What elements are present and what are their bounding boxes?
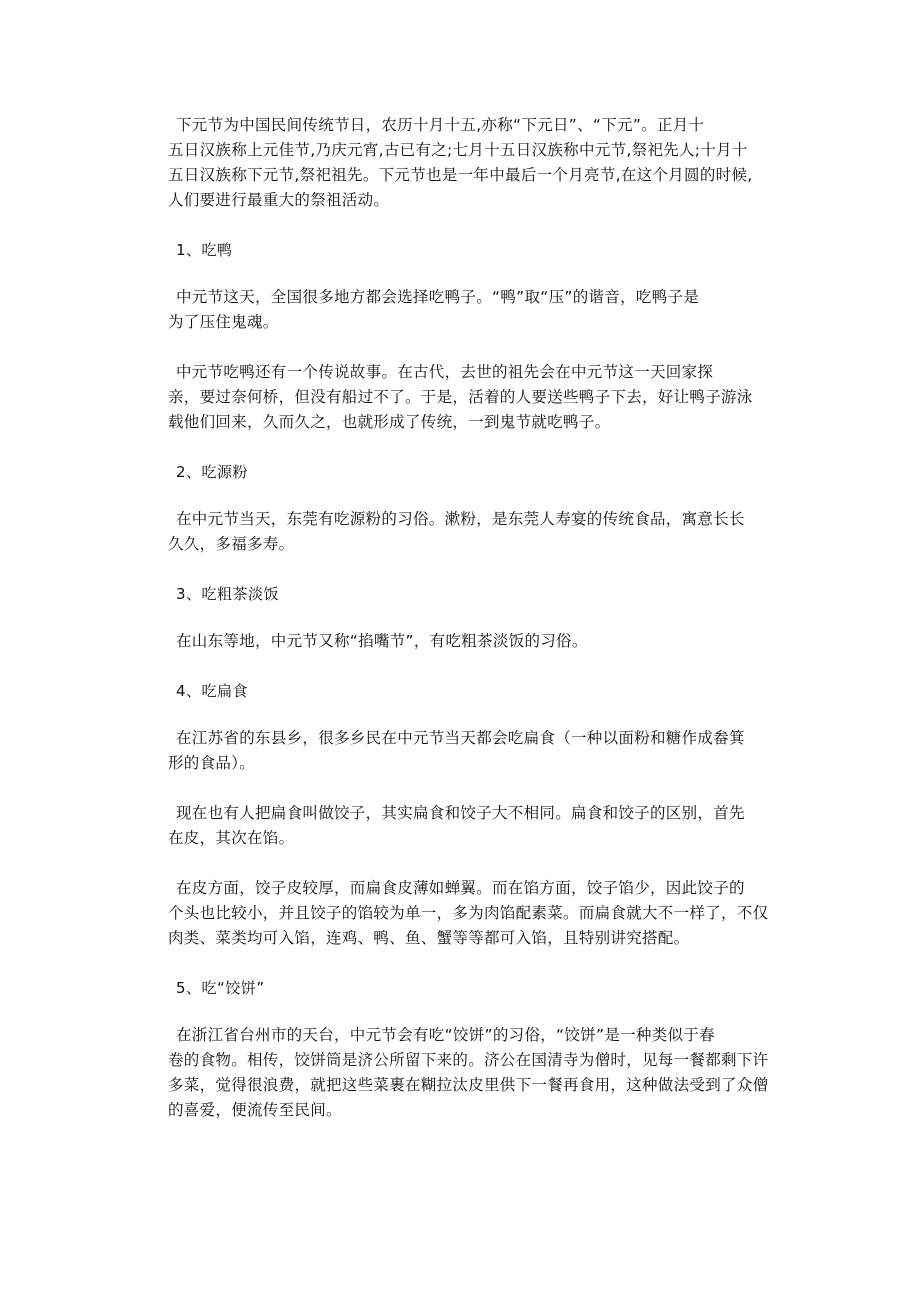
section-heading-1: 1、吃鸭 [176, 241, 233, 259]
intro-line-2: 五日汉族称上元佳节,乃庆元宵,古已有之;七月十五日汉族称中元节,祭祀先人;十月十 [168, 141, 748, 159]
paragraph-line: 肉类、菜类均可入馅，连鸡、鸭、鱼、蟹等等都可入馅，且特别讲究搭配。 [168, 929, 690, 947]
paragraph-line: 的喜爱，便流传至民间。 [168, 1101, 342, 1119]
paragraph-line: 卷的食物。相传，饺饼筒是济公所留下来的。济公在国清寺为僧时，见每一餐都剩下许 [168, 1051, 769, 1069]
section-4-paragraph-1 [168, 726, 784, 776]
section-1-paragraph-1 [168, 285, 784, 335]
section-3-paragraph-1 [168, 629, 784, 654]
paragraph-line: 个头也比较小，并且饺子的馅较为单一，多为肉馅配素菜。而扁食就大不一样了，不仅 [168, 904, 769, 922]
section-heading-5: 5、吃“饺饼” [176, 979, 265, 997]
paragraph-line: 多菜，觉得很浪费，就把这些菜裹在糊拉汰皮里供下一餐再食用，这种做法受到了众僧 [168, 1076, 769, 1094]
section-heading-4: 4、吃扁食 [176, 682, 249, 700]
section-heading-3: 3、吃粗茶淡饭 [176, 585, 280, 603]
section-heading-2: 2、吃源粉 [176, 463, 249, 481]
paragraph-line: 现在也有人把扁食叫做饺子，其实扁食和饺子大不相同。扁食和饺子的区别，首先 [176, 804, 745, 822]
paragraph-line: 中元节这天，全国很多地方都会选择吃鸭子。“鸭”取“压”的谐音，吃鸭子是 [176, 288, 700, 306]
paragraph-line: 在江苏省的东县乡，很多乡民在中元节当天都会吃扁食（一种以面粉和糖作成畚箕 [176, 729, 745, 747]
paragraph-line: 久久，多福多寿。 [168, 535, 295, 553]
section-2-paragraph-1 [168, 507, 784, 557]
intro-paragraph [168, 113, 784, 213]
paragraph-line: 在山东等地，中元节又称“掐嘴节”，有吃粗茶淡饭的习俗。 [176, 632, 588, 650]
paragraph-line: 在皮方面，饺子皮较厚，而扁食皮薄如蝉翼。而在馅方面，饺子馅少，因此饺子的 [176, 879, 745, 897]
section-1-paragraph-2 [168, 360, 784, 435]
section-4-paragraph-3 [168, 876, 784, 951]
paragraph-line: 在浙江省台州市的天台，中元节会有吃“饺饼”的习俗，“饺饼”是一种类似于春 [176, 1026, 715, 1044]
paragraph-line: 为了压住鬼魂。 [168, 313, 279, 331]
paragraph-line: 亲，要过奈何桥，但没有船过不了。于是，活着的人要送些鸭子下去，好让鸭子游泳 [168, 388, 753, 406]
section-4-paragraph-2 [168, 801, 784, 851]
paragraph-line: 载他们回来，久而久之，也就形成了传统，一到鬼节就吃鸭子。 [168, 413, 611, 431]
paragraph-line: 在中元节当天，东莞有吃源粉的习俗。漱粉，是东莞人寿宴的传统食品，寓意长长 [176, 510, 745, 528]
paragraph-line: 中元节吃鸭还有一个传说故事。在古代，去世的祖先会在中元节这一天回家探 [176, 363, 714, 381]
intro-line-3: 五日汉族称下元节,祭祀祖先。下元节也是一年中最后一个月亮节,在这个月圆的时候, [168, 166, 753, 184]
paragraph-line: 在皮，其次在馅。 [168, 829, 295, 847]
document-body [168, 113, 784, 1123]
intro-line-4: 人们要进行最重大的祭祖活动。 [168, 191, 390, 209]
section-5-paragraph-1 [168, 1023, 784, 1123]
intro-line-1: 下元节为中国民间传统节日，农历十月十五,亦称“下元日”、“下元”。正月十 [176, 116, 705, 134]
paragraph-line: 形的食品）。 [168, 754, 256, 772]
